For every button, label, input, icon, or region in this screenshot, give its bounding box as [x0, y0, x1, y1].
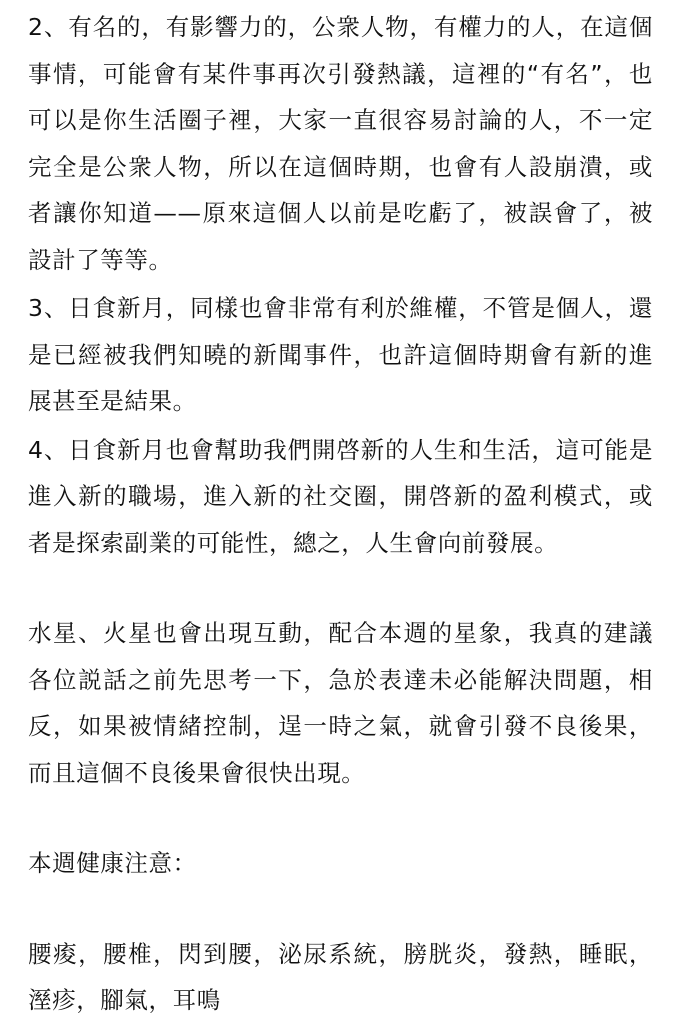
paragraph-point-2: 2、有名的，有影響力的，公衆人物，有權力的人，在這個事情，可能會有某件事再次引發熱議，這裡的“有名”，也可以是你生活圈子裡，大家一直很容易討論的人，不一定完全是公衆人物，所以在這個時期，也會有人設崩潰，或者讓你知道——原來這個人以前是吃虧了，被誤會了，被設計了等等。: [28, 13, 653, 274]
article-body: [28, 4, 653, 1024]
health-heading: 本週健康注意：: [28, 849, 197, 877]
paragraph-point-3: 3、日食新月，同樣也會非常有利於維權，不管是個人，還是已經被我們知曉的新聞事件，也許這個時期會有新的進展甚至是結果。: [28, 294, 653, 415]
paragraph-mercury-mars: 水星、火星也會出現互動，配合本週的星象，我真的建議各位説話之前先思考一下，急於表達未必能解決問題，相反，如果被情緒控制，逞一時之氣，就會引發不良後果，而且這個不良後果會很快出現。: [28, 619, 653, 787]
paragraph-point-4: 4、日食新月也會幫助我們開啓新的人生和生活，這可能是進入新的職場，進入新的社交圈，開啓新的盈利模式，或者是探索副業的可能性，總之，人生會向前發展。: [28, 435, 653, 557]
health-list: 腰痠，腰椎，閃到腰，泌尿系統，膀胱炎，發熱，睡眠，溼疹，腳氣，耳鳴: [28, 939, 653, 1014]
